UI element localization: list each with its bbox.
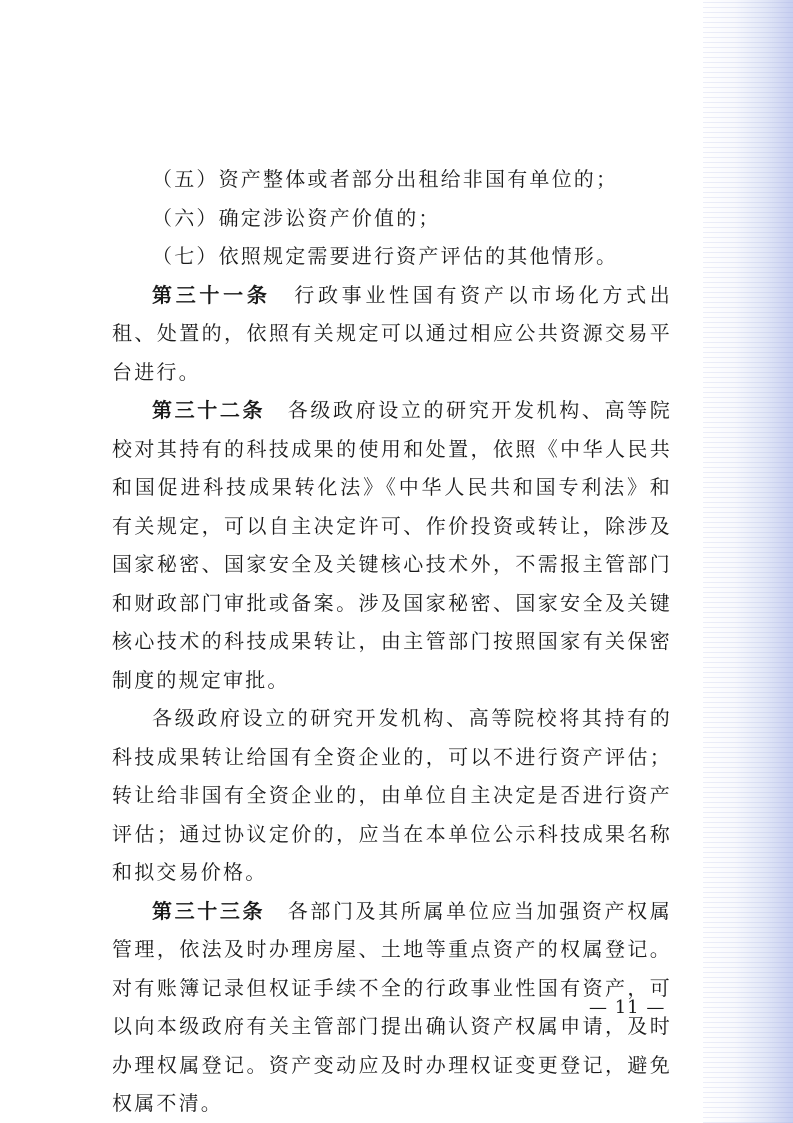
page-number: — 11 —	[589, 997, 666, 1018]
scan-edge-artifact	[703, 0, 793, 1123]
list-item-7: （七）依照规定需要进行资产评估的其他情形。	[152, 244, 619, 268]
article-31	[112, 276, 672, 392]
article-32	[112, 391, 672, 699]
article-33	[112, 892, 672, 1123]
article-31-text: 行政事业性国有资产以市场化方式出租、处置的，依照有关规定可以通过相应公共资源交易平台进行。	[112, 282, 673, 384]
article-32-heading: 第三十二条	[152, 398, 266, 422]
article-33-heading: 第三十三条	[152, 898, 266, 923]
article-32-text: 各级政府设立的研究开发机构、高等院校对其持有的科技成果的使用和处置，依照《中华人民共和国促进科技成果转化法》《中华人民共和国专利法》和有关规定，可以自主决定许可、作价投资或转让，除涉及国家秘密、国家安全及关键核心技术外，不需报主管部门和财政部门审批或备案。涉及国家秘密、国家安全及关键核心技术的科技成果转让，由主管部门按照国家有关保密制度的规定审批。	[112, 398, 672, 692]
article-32-paragraph-2: 各级政府设立的研究开发机构、高等院校将其持有的科技成果转让给国有全资企业的，可以不进行资产评估；转让给非国有全资企业的，由单位自主决定是否进行资产评估；通过协议定价的，应当在本单位公示科技成果名称和拟交易价格。	[112, 706, 672, 884]
list-item-5: （五）资产整体或者部分出租给非国有单位的；	[152, 167, 619, 191]
list-item-6: （六）确定涉讼资产价值的；	[152, 205, 441, 230]
article-31-heading: 第三十一条	[152, 282, 271, 307]
document-body	[112, 160, 672, 1123]
article-33-text: 各部门及其所属单位应当加强资产权属管理，依法及时办理房屋、土地等重点资产的权属登记。对有账簿记录但权证手续不全的行政事业性国有资产，可以向本级政府有关主管部门提出确认资产权属申请，及时办理权属登记。资产变动应及时办理权证变更登记，避免权属不清。	[112, 898, 672, 1115]
